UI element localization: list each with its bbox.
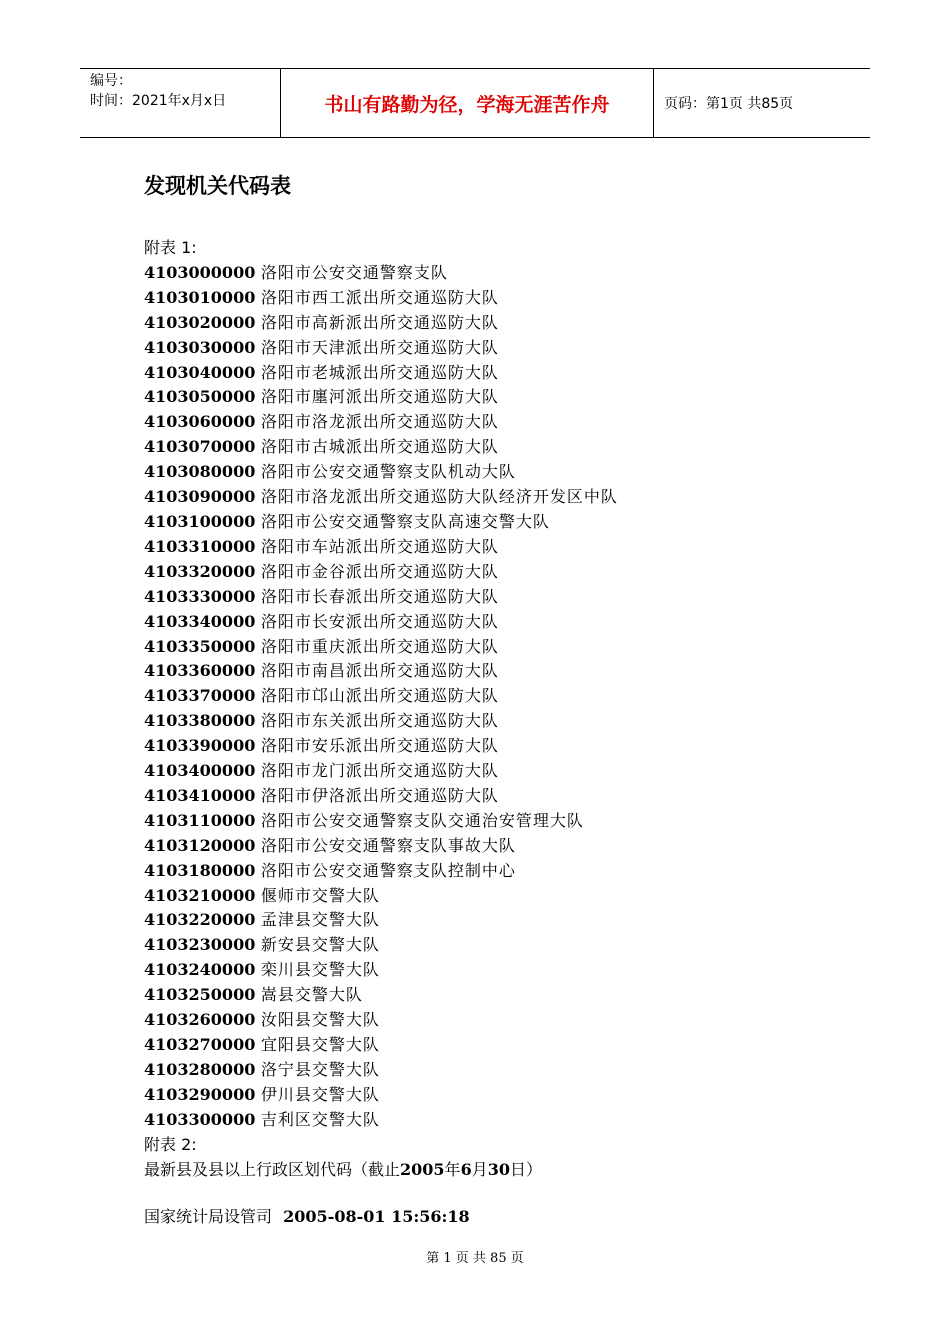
- entry-row: [144, 884, 618, 909]
- bureau-line: [144, 1204, 470, 1227]
- header-meta: [80, 69, 281, 137]
- entry-code: 4103180000: [144, 860, 256, 880]
- entry-row: [144, 834, 618, 859]
- entry-code: 4103110000: [144, 810, 256, 830]
- entry-row: [144, 361, 618, 386]
- appendix2-day: 30: [487, 1159, 510, 1179]
- entry-row: [144, 809, 618, 834]
- appendix2-label: 附表 2:: [144, 1134, 197, 1154]
- entry-name: 洛阳市洛龙派出所交通巡防大队经济开发区中队: [260, 487, 618, 507]
- entry-code: 4103330000: [144, 586, 256, 606]
- entry-code: 4103260000: [144, 1010, 256, 1030]
- entry-row: [144, 784, 618, 809]
- entry-name: 偃师市交警大队: [260, 885, 380, 905]
- entry-row: [144, 460, 618, 485]
- entry-row: [144, 684, 618, 709]
- entry-name: 汝阳县交警大队: [260, 1010, 380, 1030]
- entry-code: 4103240000: [144, 960, 256, 980]
- entry-name: 洛阳市车站派出所交通巡防大队: [260, 536, 499, 556]
- entry-name: 洛阳市公安交通警察支队控制中心: [260, 860, 516, 880]
- entry-row: [144, 1108, 618, 1133]
- entry-name: 洛阳市重庆派出所交通巡防大队: [260, 636, 499, 656]
- entry-name: 洛阳市古城派出所交通巡防大队: [260, 437, 499, 457]
- entry-code: 4103040000: [144, 362, 256, 382]
- entry-name: 栾川县交警大队: [260, 960, 380, 980]
- entry-code: 4103080000: [144, 462, 256, 482]
- entry-row: [144, 1058, 618, 1083]
- entry-row: [144, 1083, 618, 1108]
- entry-name: 洛阳市龙门派出所交通巡防大队: [260, 761, 499, 781]
- entry-row: [144, 759, 618, 784]
- entry-row: [144, 336, 618, 361]
- document-body: [144, 236, 618, 1182]
- entry-code: 4103380000: [144, 711, 256, 731]
- time-label: 时间：2021年x月x日: [90, 93, 227, 109]
- entry-row: [144, 908, 618, 933]
- entry-row: [144, 933, 618, 958]
- entry-name: 洛阳市公安交通警察支队高速交警大队: [260, 511, 550, 531]
- entry-name: 洛阳市西工派出所交通巡防大队: [260, 287, 499, 307]
- entry-name: 洛阳市伊洛派出所交通巡防大队: [260, 785, 499, 805]
- entry-row: [144, 535, 618, 560]
- page-header: [80, 68, 870, 138]
- entry-row: [144, 585, 618, 610]
- entry-code: 4103270000: [144, 1035, 256, 1054]
- entry-code: 4103030000: [144, 337, 256, 357]
- entry-code: 4103300000: [144, 1109, 256, 1129]
- entry-code: 4103410000: [144, 785, 256, 805]
- entry-row: [144, 635, 618, 660]
- entry-code: 4103250000: [144, 985, 256, 1005]
- entry-code: 4103290000: [144, 1084, 256, 1104]
- entry-name: 新安县交警大队: [260, 935, 380, 955]
- entry-name: 洛阳市廛河派出所交通巡防大队: [260, 387, 499, 407]
- entry-code: 4103120000: [144, 835, 256, 855]
- entry-code: 4103310000: [144, 536, 256, 556]
- entry-name: 洛阳市长春派出所交通巡防大队: [260, 586, 499, 606]
- entry-code: 4103100000: [144, 511, 256, 531]
- entry-row: [144, 734, 618, 759]
- entry-code: 4103210000: [144, 885, 256, 905]
- entry-code: 4103350000: [144, 636, 256, 656]
- entry-row: [144, 560, 618, 585]
- page-footer: 第 1 页 共 85 页: [426, 1251, 524, 1266]
- entry-code: 4103090000: [144, 487, 256, 507]
- appendix2-title: [144, 1158, 618, 1183]
- entry-name: 洛阳市公安交通警察支队事故大队: [260, 835, 516, 855]
- entry-code: 4103340000: [144, 611, 256, 631]
- appendix2-day-unit: 日）: [509, 1159, 542, 1179]
- entry-code: 4103020000: [144, 312, 256, 332]
- entry-row: [144, 485, 618, 510]
- entry-row: [144, 709, 618, 734]
- entry-row: [144, 410, 618, 435]
- entry-code: 4103320000: [144, 561, 256, 581]
- entry-name: 洛阳市安乐派出所交通巡防大队: [260, 736, 499, 756]
- appendix2-year-unit: 年: [444, 1159, 461, 1179]
- entry-row: [144, 385, 618, 410]
- entry-row: [144, 983, 618, 1008]
- appendix2-month: 6: [460, 1159, 472, 1179]
- entry-name: 洛阳市长安派出所交通巡防大队: [260, 611, 499, 631]
- entry-code: 4103010000: [144, 287, 256, 307]
- bureau-name: 国家统计局设管司: [144, 1207, 273, 1226]
- entry-name: 洛阳市公安交通警察支队机动大队: [260, 462, 516, 482]
- appendix2-month-unit: 月: [471, 1159, 488, 1179]
- entry-name: 洛阳市邙山派出所交通巡防大队: [260, 686, 499, 706]
- entry-code: 4103070000: [144, 437, 256, 457]
- entry-name: 嵩县交警大队: [260, 985, 363, 1005]
- entry-name: 洛阳市公安交通警察支队交通治安管理大队: [260, 810, 584, 830]
- header-page-info: 页码：第1页 共85页: [664, 96, 794, 112]
- entry-row: [144, 958, 618, 983]
- entry-code: 4103230000: [144, 935, 256, 955]
- appendix2-title-pre: 最新县及县以上行政区划代码（截止: [144, 1159, 401, 1179]
- entry-name: 吉利区交警大队: [260, 1109, 380, 1129]
- entry-name: 洛阳市东关派出所交通巡防大队: [260, 711, 499, 731]
- number-label: 编号：: [90, 73, 132, 89]
- entry-name: 洛阳市洛龙派出所交通巡防大队: [260, 412, 499, 432]
- entry-list: [144, 261, 618, 1133]
- appendix2-year: 2005: [400, 1159, 445, 1179]
- entry-code: 4103400000: [144, 761, 256, 781]
- entry-row: [144, 610, 618, 635]
- entry-code: 4103220000: [144, 910, 256, 930]
- entry-name: 宜阳县交警大队: [260, 1035, 380, 1054]
- entry-row: [144, 859, 618, 884]
- header-motto: 书山有路勤为径，学海无涯苦作舟: [281, 69, 654, 137]
- entry-row: [144, 659, 618, 684]
- entry-code: 4103000000: [144, 262, 256, 282]
- entry-code: 4103060000: [144, 412, 256, 432]
- entry-name: 洛阳市公安交通警察支队: [260, 262, 448, 282]
- entry-code: 4103370000: [144, 686, 256, 706]
- entry-row: [144, 435, 618, 460]
- entry-row: [144, 1008, 618, 1033]
- appendix1-label: 附表 1:: [144, 238, 197, 257]
- entry-code: 4103360000: [144, 661, 256, 681]
- entry-row: [144, 311, 618, 336]
- entry-name: 洛阳市金谷派出所交通巡防大队: [260, 561, 499, 581]
- entry-code: 4103050000: [144, 387, 256, 407]
- entry-code: 4103390000: [144, 736, 256, 756]
- entry-name: 洛阳市老城派出所交通巡防大队: [260, 362, 499, 382]
- entry-row: [144, 1033, 618, 1058]
- entry-name: 洛宁县交警大队: [260, 1059, 380, 1079]
- entry-name: 洛阳市南昌派出所交通巡防大队: [260, 661, 499, 681]
- entry-name: 伊川县交警大队: [260, 1084, 380, 1104]
- entry-row: [144, 510, 618, 535]
- entry-row: [144, 261, 618, 286]
- entry-name: 洛阳市天津派出所交通巡防大队: [260, 337, 499, 357]
- bureau-datetime: 2005-08-01 15:56:18: [283, 1207, 470, 1226]
- entry-name: 孟津县交警大队: [260, 910, 380, 930]
- document-title: 发现机关代码表: [144, 174, 291, 198]
- entry-name: 洛阳市高新派出所交通巡防大队: [260, 312, 499, 332]
- entry-code: 4103280000: [144, 1059, 256, 1079]
- entry-row: [144, 286, 618, 311]
